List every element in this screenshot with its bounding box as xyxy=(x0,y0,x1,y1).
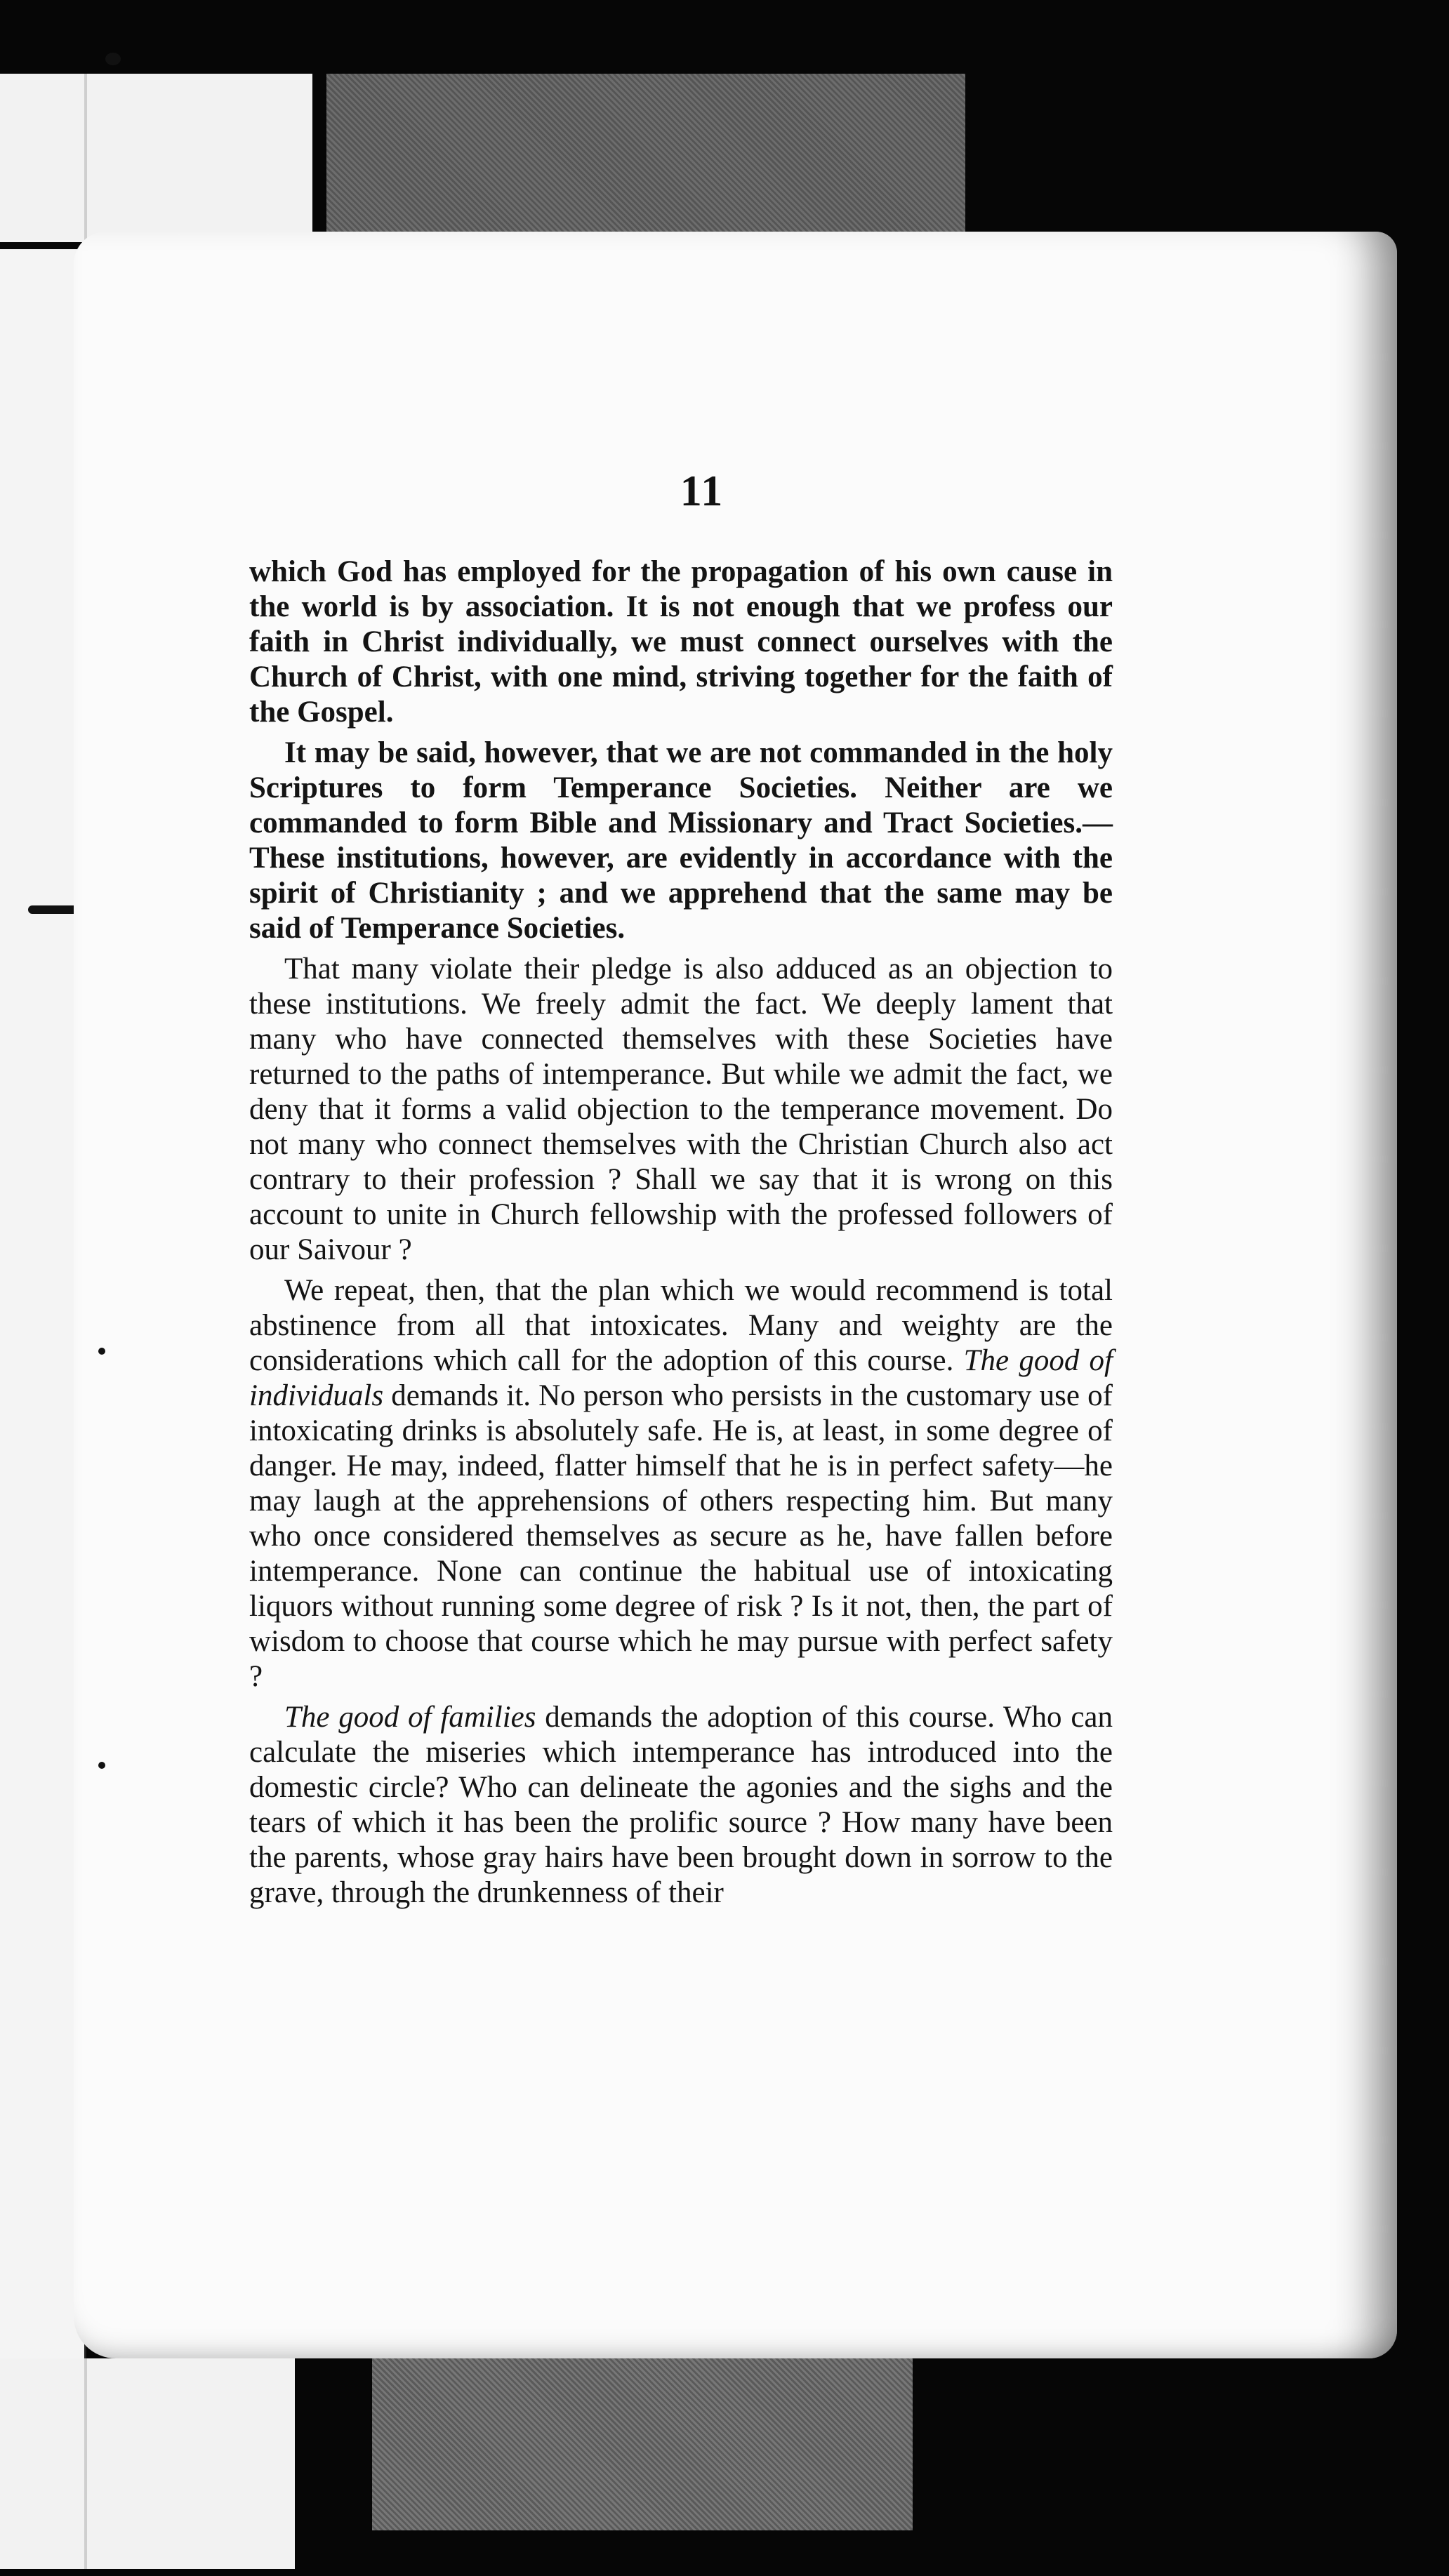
scan-background-bottom xyxy=(372,2355,913,2530)
previous-page-strip-bottom xyxy=(0,2358,295,2569)
paragraph xyxy=(249,1273,1113,1694)
page-fold-top xyxy=(84,74,87,242)
text-run: which God has employed for the propagation of his own cause in the world is by association. It is not enough that we profess our faith in Christ individually, we must connect ourselves with the Church of Christ, with one mind, striving together for the faith of the Gospel. xyxy=(249,555,1113,729)
scan-speck xyxy=(98,1348,105,1355)
italic-phrase: The good of families xyxy=(284,1701,536,1734)
scan-speck xyxy=(105,53,121,65)
paragraph xyxy=(249,1700,1113,1911)
text-run: That many violate their pledge is also adduced as an objection to these institutions. We freely admit the fact. We deeply lament that many who have connected themselves with these Societies have returned to the paths of intemperance. But while we admit the fact, we deny that it forms a valid objection to the temperance movement. Do not many who connect themselves with the Christian Church also act contrary to their profession ? Shall we say that it is wrong on this account to unite in Church fellowship with the professed followers of our Saivour ? xyxy=(249,952,1113,1266)
scan-speck xyxy=(98,1762,105,1769)
text-run: It may be said, however, that we are not commanded in the holy Scriptures to form Temperance Societies. Neither are we commanded to form Bible and Missionary and Tract Societies.—These institutions, however, are evidently in accordance with the spirit of Christianity ; and we apprehend that the same may be said of Temperance Societies. xyxy=(249,736,1113,945)
page-number: 11 xyxy=(680,467,724,515)
page-fold-bottom xyxy=(84,2358,87,2569)
body-text xyxy=(249,555,1113,1911)
previous-page-strip-top xyxy=(0,74,312,242)
paragraph xyxy=(249,555,1113,730)
text-run: demands the adoption of this course. Who can calculate the miseries which intemperance has introduced into the domestic circle? Who can delineate the agonies and the sighs and the tears of which it has been the prolific source ? How many have been the parents, whose gray hairs have been brought down in sorrow to the grave, through the drunkenness of their xyxy=(249,1701,1113,1909)
paragraph xyxy=(249,952,1113,1268)
text-run: demands it. No person who persists in the customary use of intoxicating drinks is absolutely safe. He is, at least, in some degree of danger. He may, indeed, flatter himself that he is in perfect safety—he may laugh at the apprehensions of others respecting him. But many who once considered themselves as secure as he, have fallen before intemperance. None can continue the habitual use of intoxicating liquors without running some degree of risk ? Is it not, then, the part of wisdom to choose that course which he may pursue with perfect safety ? xyxy=(249,1379,1113,1693)
paragraph xyxy=(249,736,1113,946)
text-run: We repeat, then, that the plan which we would recommend is total abstinence from all that intoxicates. Many and weighty are the considerations which call for the adoption of this course. xyxy=(249,1274,1113,1377)
italic-phrase: The good of individuals xyxy=(249,1344,1113,1412)
scan-background-top xyxy=(326,74,965,232)
